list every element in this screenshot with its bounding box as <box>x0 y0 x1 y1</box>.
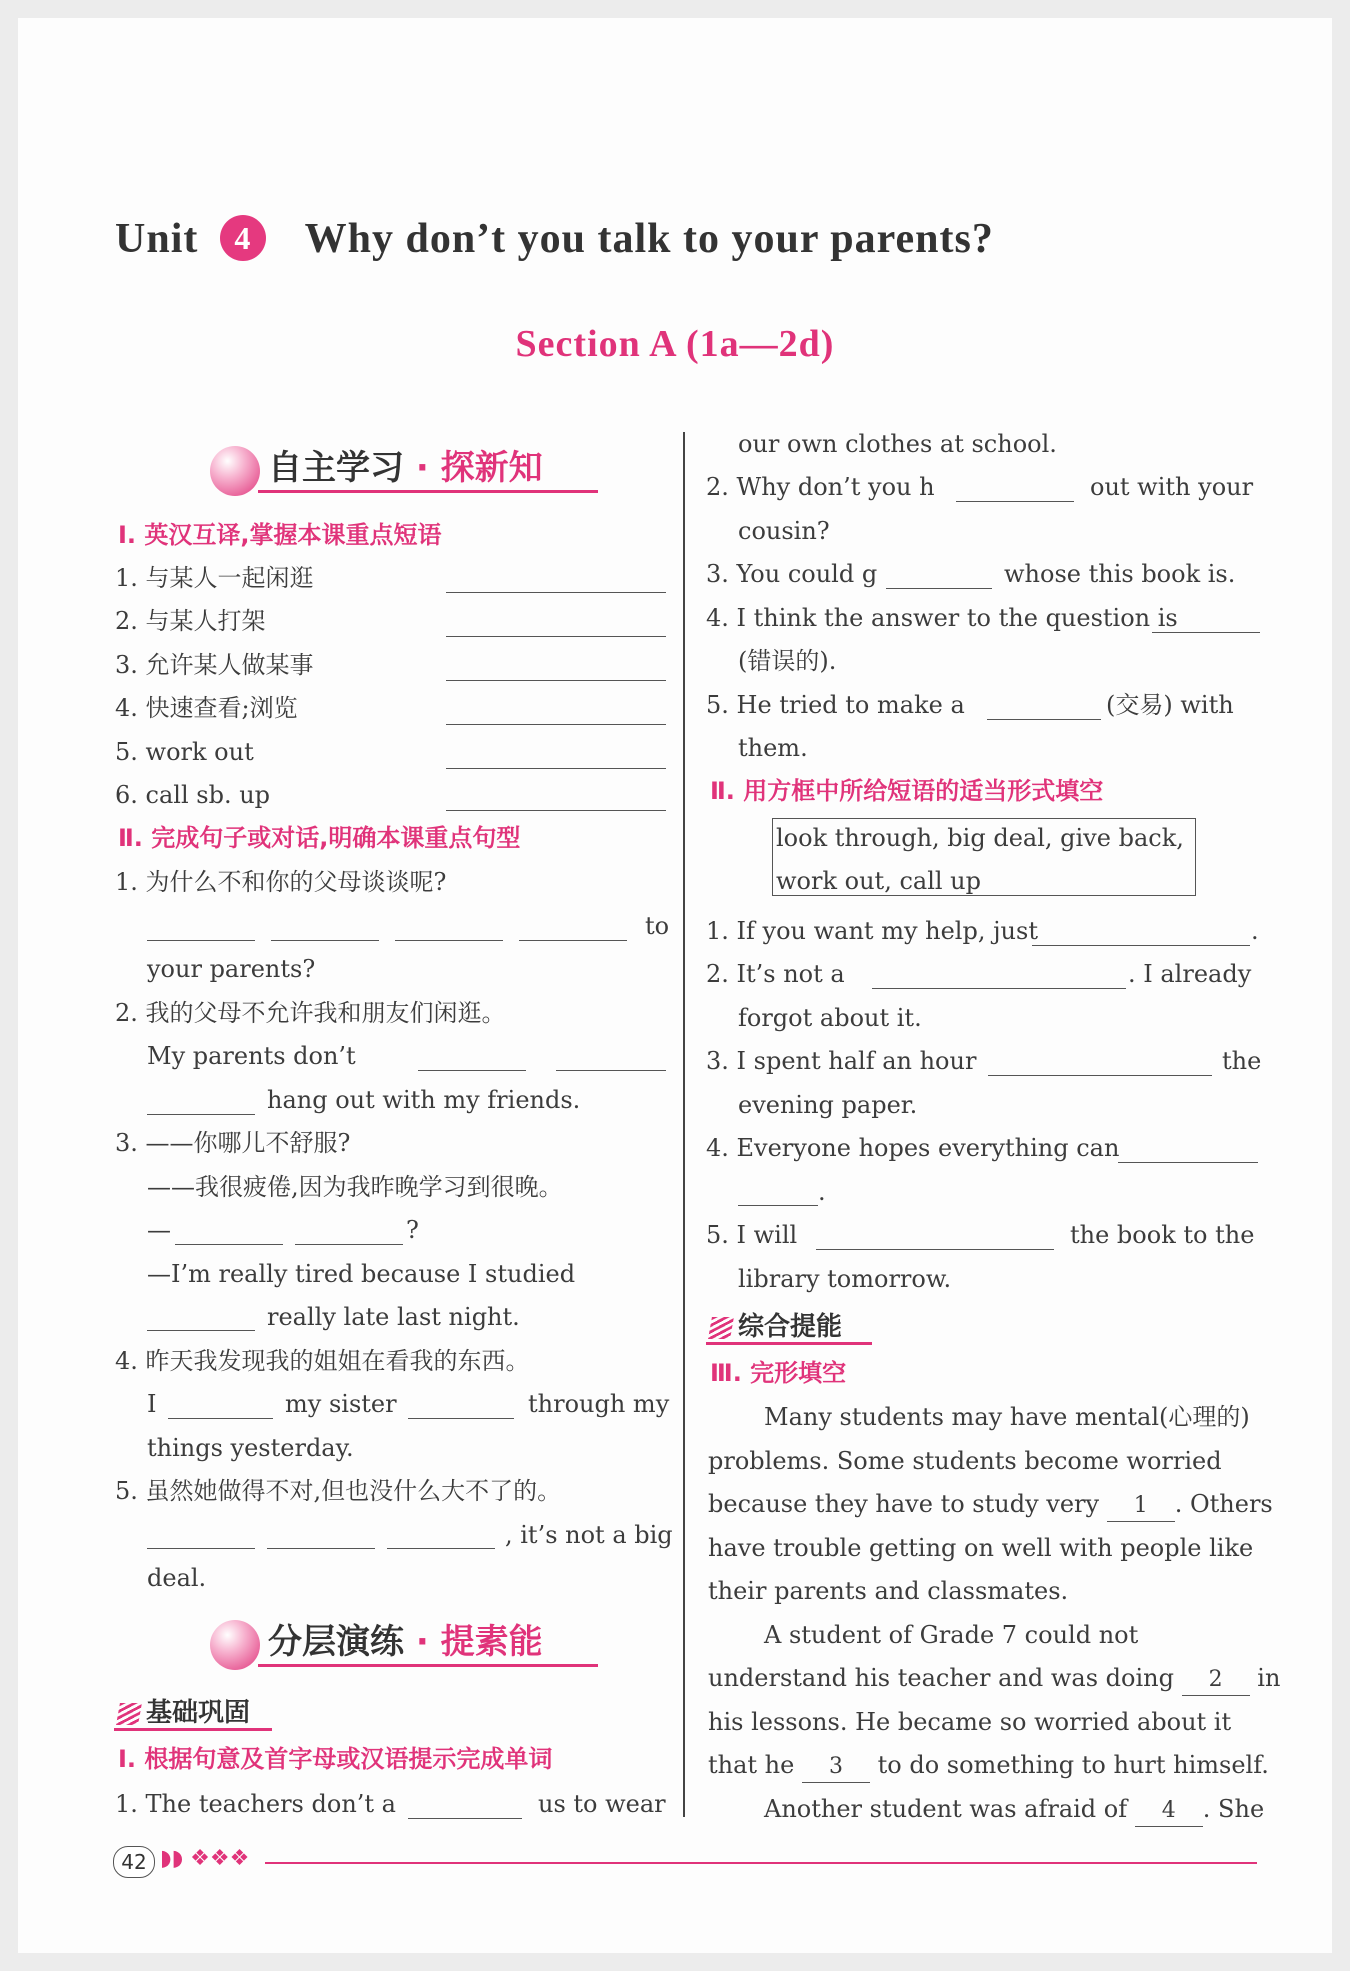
unit-number-badge: 4 <box>220 215 266 261</box>
unit-question-title: Why don’t you talk to your parents? <box>304 216 994 262</box>
q4-through: through my <box>528 1390 670 1418</box>
q3-chinese-a: 3. ——你哪儿不舒服? <box>115 1129 351 1157</box>
sub-heading-underline <box>114 1728 272 1731</box>
b3-line-b: the <box>1222 1047 1262 1075</box>
q1-end: your parents? <box>147 955 316 983</box>
cloze-line-4: have trouble getting on well with people like <box>708 1534 1254 1562</box>
cloze-line-7: understand his teacher and was doing 2 in <box>708 1663 1280 1696</box>
answer-blank[interactable] <box>408 1818 522 1819</box>
ex4-line-a: 4. I think the answer to the question is <box>706 604 1178 632</box>
q4-mid: my sister <box>285 1390 397 1418</box>
phrase-box-line-2: work out, call up <box>776 867 981 895</box>
answer-blank[interactable] <box>147 940 255 941</box>
ex2-line-c: cousin? <box>738 517 830 545</box>
q4-end: things yesterday. <box>147 1434 354 1462</box>
q2-chinese: 2. 我的父母不允许我和朋友们闲逛。 <box>115 999 506 1027</box>
banner-self-study-text: 自主学习 · 探新知 <box>268 448 543 488</box>
page-number: 42 <box>113 1846 155 1878</box>
answer-blank[interactable] <box>1152 632 1260 633</box>
answer-blank[interactable] <box>738 1205 818 1206</box>
banner-practice-text: 分层演练 · 提素能 <box>268 1622 543 1662</box>
answer-blank[interactable] <box>446 592 666 593</box>
cloze-line-8: his lessons. He became so worried about it <box>708 1708 1232 1736</box>
sub-heading-basic: 基础巩固 <box>118 1692 250 1729</box>
answer-blank[interactable] <box>446 636 666 637</box>
part1-item-2: 2. 与某人打架 <box>115 607 266 635</box>
answer-blank[interactable] <box>816 1249 1054 1250</box>
cloze-blank-3[interactable]: 3 <box>802 1752 870 1783</box>
q5-chinese: 5. 虽然她做得不对,但也没什么大不了的。 <box>115 1477 562 1505</box>
cloze-line-9: that he 3 to do something to hurt himself. <box>708 1750 1269 1783</box>
ex1-line-a: 1. The teachers don’t a <box>115 1790 396 1818</box>
b2-line-a: 2. It’s not a <box>706 960 845 988</box>
answer-blank[interactable] <box>168 1418 273 1419</box>
b2-line-c: forgot about it. <box>738 1004 922 1032</box>
part3b-heading: Ⅲ. 完形填空 <box>710 1359 847 1387</box>
answer-blank[interactable] <box>446 810 666 811</box>
answer-blank[interactable] <box>1118 1162 1258 1163</box>
answer-blank[interactable] <box>387 1548 495 1549</box>
cloze-line-10: Another student was afraid of 4 . She <box>764 1794 1264 1827</box>
answer-blank[interactable] <box>175 1244 283 1245</box>
ex1-line-b: us to wear <box>538 1790 666 1818</box>
answer-blank[interactable] <box>988 1075 1212 1076</box>
banner-underline <box>258 490 598 493</box>
section-heading: Section A (1a—2d) <box>515 323 835 365</box>
answer-blank[interactable] <box>872 988 1126 989</box>
ex3-line-b: whose this book is. <box>1004 560 1236 588</box>
answer-blank[interactable] <box>446 724 666 725</box>
cloze-line-1: Many students may have mental(心理的) <box>764 1403 1250 1431</box>
book-stack-icon <box>116 1703 142 1725</box>
answer-blank[interactable] <box>1032 945 1250 946</box>
answer-blank[interactable] <box>446 768 666 769</box>
q2-line-a: My parents don’t <box>147 1042 356 1070</box>
cloze-blank-2[interactable]: 2 <box>1182 1665 1250 1696</box>
sub-heading-comprehensive: 综合提能 <box>710 1306 842 1343</box>
banner-underline <box>258 1664 598 1667</box>
b3-line-a: 3. I spent half an hour <box>706 1047 977 1075</box>
q4-chinese: 4. 昨天我发现我的姐姐在看我的东西。 <box>115 1347 530 1375</box>
answer-blank[interactable] <box>267 1548 375 1549</box>
ex5-line-a: 5. He tried to make a <box>706 691 965 719</box>
pink-ball-icon <box>210 1620 260 1670</box>
ex2-line-a: 2. Why don’t you h <box>706 473 935 501</box>
q3-question-mark: ? <box>406 1216 419 1244</box>
b2-line-b: . I already <box>1128 960 1252 988</box>
answer-blank[interactable] <box>147 1548 255 1549</box>
part1-heading: Ⅰ. 英汉互译,掌握本课重点短语 <box>118 521 442 549</box>
answer-blank[interactable] <box>147 1330 255 1331</box>
q3-dash: — <box>147 1216 171 1244</box>
part1-item-6: 6. call sb. up <box>115 781 271 809</box>
answer-blank[interactable] <box>886 588 992 589</box>
part2b-heading: Ⅱ. 用方框中所给短语的适当形式填空 <box>710 777 1104 805</box>
column-divider <box>683 432 685 1817</box>
answer-blank[interactable] <box>956 501 1074 502</box>
b1-end: . <box>1251 917 1259 945</box>
q4-i: I <box>147 1390 157 1418</box>
book-stack-icon <box>708 1317 734 1339</box>
cloze-blank-1[interactable]: 1 <box>1107 1491 1175 1522</box>
part1-item-5: 5. work out <box>115 738 254 766</box>
answer-blank[interactable] <box>408 1418 514 1419</box>
cloze-line-3: because they have to study very 1 . Others <box>708 1489 1273 1522</box>
b1-line-a: 1. If you want my help, just <box>706 917 1038 945</box>
footer-rule <box>265 1862 1257 1864</box>
part1-item-4: 4. 快速查看;浏览 <box>115 694 298 722</box>
answer-blank[interactable] <box>519 940 627 941</box>
q1-to: to <box>645 912 670 940</box>
q3-line-a: —I’m really tired because I studied <box>147 1260 576 1288</box>
q3-line-b: really late last night. <box>267 1303 520 1331</box>
q1-chinese: 1. 为什么不和你的父母谈谈呢? <box>115 868 447 896</box>
q5-end: deal. <box>147 1564 207 1592</box>
ex4-line-b: (错误的). <box>738 647 837 675</box>
part3-heading: Ⅰ. 根据句意及首字母或汉语提示完成单词 <box>118 1745 553 1773</box>
answer-blank[interactable] <box>556 1070 666 1071</box>
ex5-line-b: (交易) with <box>1106 691 1234 719</box>
q2-line-b: hang out with my friends. <box>267 1086 581 1114</box>
b4-end: . <box>818 1178 826 1206</box>
q3-chinese-b: ——我很疲倦,因为我昨晚学习到很晚。 <box>147 1173 563 1201</box>
pink-ball-icon <box>210 446 260 496</box>
ex1-cont: our own clothes at school. <box>738 430 1057 458</box>
part2-heading: Ⅱ. 完成句子或对话,明确本课重点句型 <box>118 824 521 852</box>
footer-ornament-icon: ◗◗ ❖❖❖ <box>160 1846 250 1871</box>
cloze-line-5: their parents and classmates. <box>708 1577 1069 1605</box>
b5-line-c: library tomorrow. <box>738 1265 952 1293</box>
unit-label: Unit <box>115 216 199 262</box>
cloze-blank-4[interactable]: 4 <box>1135 1796 1203 1827</box>
b3-line-c: evening paper. <box>738 1091 918 1119</box>
b5-line-a: 5. I will <box>706 1221 798 1249</box>
ex3-line-a: 3. You could g <box>706 560 878 588</box>
part1-item-1: 1. 与某人一起闲逛 <box>115 564 314 592</box>
ex5-line-c: them. <box>738 734 808 762</box>
b5-line-b: the book to the <box>1070 1221 1255 1249</box>
q5-tail: , it’s not a big <box>505 1521 673 1549</box>
answer-blank[interactable] <box>987 719 1101 720</box>
phrase-box-line-1: look through, big deal, give back, <box>776 824 1184 852</box>
sub-heading-underline <box>706 1342 872 1345</box>
answer-blank[interactable] <box>446 680 666 681</box>
ex2-line-b: out with your <box>1090 473 1254 501</box>
b4-line-a: 4. Everyone hopes everything can <box>706 1134 1120 1162</box>
cloze-line-2: problems. Some students become worried <box>708 1447 1222 1475</box>
answer-blank[interactable] <box>418 1070 526 1071</box>
answer-blank[interactable] <box>395 940 503 941</box>
part1-item-3: 3. 允许某人做某事 <box>115 651 314 679</box>
answer-blank[interactable] <box>271 940 379 941</box>
unit-title <box>115 215 994 265</box>
answer-blank[interactable] <box>295 1244 403 1245</box>
answer-blank[interactable] <box>147 1114 255 1115</box>
cloze-line-6: A student of Grade 7 could not <box>764 1621 1139 1649</box>
